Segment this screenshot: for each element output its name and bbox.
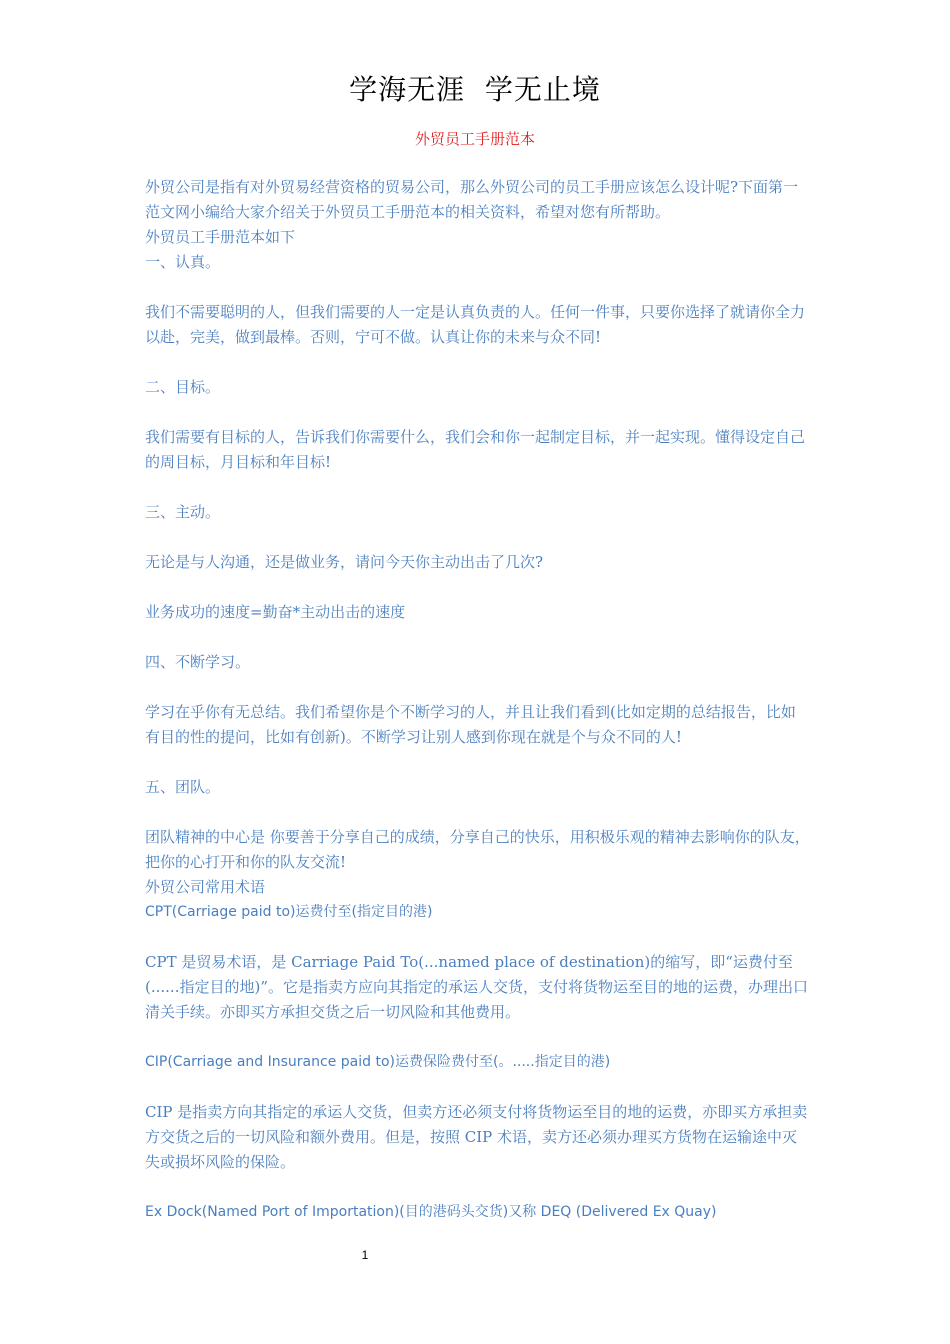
- section-heading-4: 四、不断学习。: [145, 653, 251, 671]
- term-cip-title: CIP(Carriage and Insurance paid to)运费保险费付至(。.....指定目的港): [145, 1054, 611, 1070]
- intro-paragraph: 外贸公司是指有对外贸易经营资格的贸易公司，那么外贸公司的员工手册应该怎么设计呢?下面第一范文网小编给大家介绍关于外贸员工手册范本的相关资料，希望对您有所帮助。: [145, 178, 799, 221]
- section-paragraph-2: 我们需要有目标的人，告诉我们你需要什么，我们会和你一起制定目标，并一起实现。懂得设定自己的周目标，月目标和年目标!: [145, 428, 806, 471]
- document-body: [145, 175, 810, 1225]
- header-title: 学海无涯 学无止境: [349, 73, 601, 106]
- section-paragraph-4: 学习在乎你有无总结。我们希望你是个不断学习的人，并且让我们看到(比如定期的总结报告，比如有目的性的提问，比如有创新)。不断学习让别人感到你现在就是个与众不同的人!: [145, 703, 796, 746]
- section-paragraph-3b: 业务成功的速度=勤奋*主动出击的速度: [145, 603, 406, 621]
- section-paragraph-5: 团队精神的中心是 你要善于分享自己的成绩，分享自己的快乐，用积极乐观的精神去影响你的队友，把你的心打开和你的队友交流!: [145, 828, 810, 871]
- terms-heading: 外贸公司常用术语: [145, 878, 266, 896]
- section-paragraph-3a: 无论是与人沟通，还是做业务，请问今天你主动出击了几次?: [145, 553, 544, 571]
- section-heading-1: 一、认真。: [145, 253, 221, 271]
- section-paragraph-1: 我们不需要聪明的人，但我们需要的人一定是认真负责的人。任何一件事，只要你选择了就请你全力以赴，完美，做到最棒。否则，宁可不做。认真让你的未来与众不同!: [145, 303, 806, 346]
- section-heading-3: 三、主动。: [145, 503, 221, 521]
- term-exdock-title: Ex Dock(Named Port of Importation)(目的港码头交货)又称 DEQ (Delivered Ex Quay): [145, 1204, 717, 1220]
- term-cip-description: CIP 是指卖方向其指定的承运人交货，但卖方还必须支付将货物运至目的地的运费，亦即买方承担卖方交货之后的一切风险和额外费用。但是，按照 CIP 术语，卖方还必须办理买方货物在运输途中灭失或损坏风险的保险。: [145, 1103, 808, 1171]
- section-heading-5: 五、团队。: [145, 778, 221, 796]
- term-cpt-title: CPT(Carriage paid to)运费付至(指定目的港): [145, 904, 433, 920]
- term-cpt-description: CPT 是贸易术语，是 Carriage Paid To(...named place of destination)的缩写，即“运费付至(......指定目的地)”。它是指卖方应向其指定的承运人交货，支付将货物运至目的地的运费，办理出口清关手续。亦即买方承担交货之后一切风险和其他费用。: [145, 953, 808, 1021]
- intro-line: 外贸员工手册范本如下: [145, 228, 296, 246]
- page-number: 1: [361, 1248, 369, 1262]
- document-subtitle: 外贸员工手册范本: [414, 130, 535, 148]
- section-heading-2: 二、目标。: [145, 378, 221, 396]
